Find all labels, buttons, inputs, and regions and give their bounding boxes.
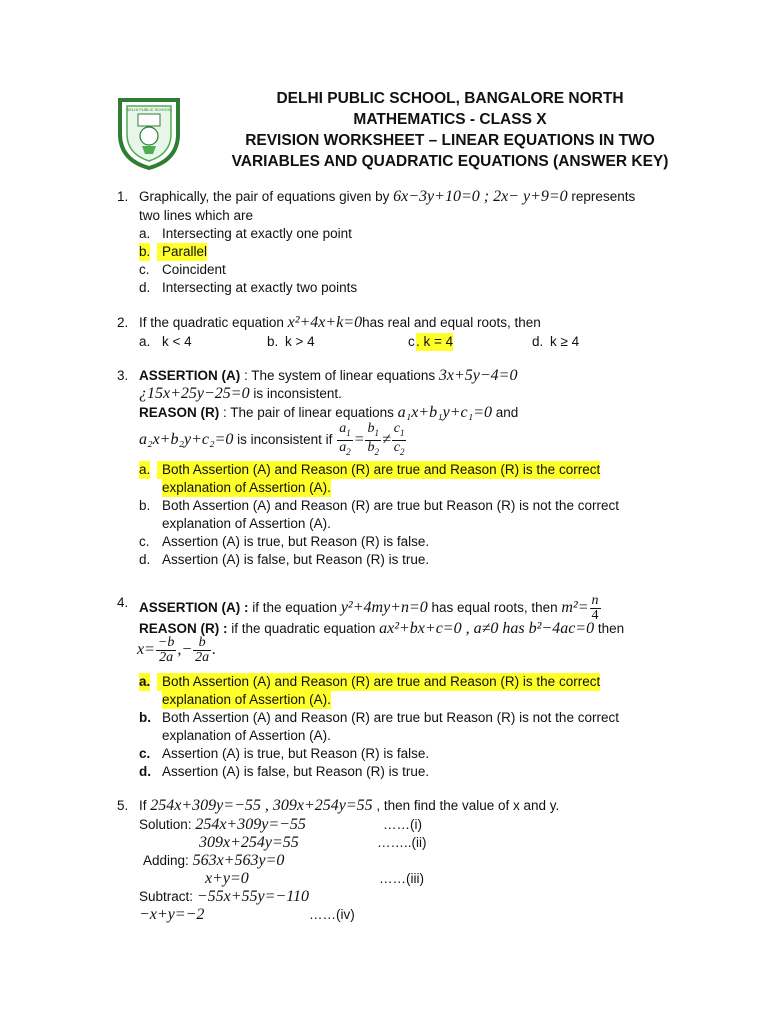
equation-iii: x+y=0 [205, 870, 249, 887]
question-number: 3. [117, 368, 129, 383]
fraction-a1-a2: $\frac{a_1}{a_2}$ [339, 421, 351, 457]
worksheet-title-line2: VARIABLES AND QUADRATIC EQUATIONS (ANSWER KEY) [231, 153, 669, 170]
question-4: 4. ASSERTION (A) : if the equation y²+4my+n=0 has equal roots, then m²= $\frac{n}{4}$ REASON (R) : if the quadratic equation ax²+bx+c=0 , a≠0 has b²−4ac=0 then x= $\frac{-b}{2a}$ ,− $\frac{b}{2a}$ . a. Both Assertion (A) and Reason (R) are true and Reason (R) is the correct explanation of Assertion (A). b. Both Assertion (A) and Reason (R) are true but Reason (R) is not the correct explanation of Assertion (A). c. Assertion (A) is true, but Reason (R) is false. d. Assertion (A) is false, but Reason (R) is true. [117, 593, 625, 779]
question-number: 5. [117, 798, 129, 813]
fraction-c1-c2: $\frac{c_1}{c_2}$ [393, 421, 405, 457]
worksheet-title-line1: REVISION WORKSHEET – LINEAR EQUATIONS IN TWO [245, 132, 655, 149]
fraction-b1-b2: $\frac{b_1}{b_2}$ [367, 421, 379, 457]
worksheet-header [200, 88, 700, 172]
assertion-label: ASSERTION (A) [139, 368, 241, 383]
reason-label: REASON (R) [139, 405, 220, 420]
reason-label: REASON (R) : [139, 621, 228, 636]
fraction-b-2a: $\frac{b}{2a}$ [195, 635, 210, 665]
fraction-n-over-4: $\frac{n}{4}$ [591, 593, 599, 623]
equation-i: 254x+309y=−55 [195, 816, 306, 833]
question-5: 5. If 254x+309y=−55 , 309x+254y=55 , then find the value of x and y. Solution: 254x+309y=−55 ……(i) 309x+254y=55 ……..(ii) Adding: 563x+563y=0 x+y=0 ……(iii) Subtract: −55x+55y=−110 −x+y=−2 ……(iv) [117, 797, 560, 923]
fraction-minus-b-2a: $\frac{-b}{2a}$ [157, 635, 175, 665]
question-number: 2. [117, 315, 129, 330]
subtract-label: Subtract: [139, 889, 194, 904]
question-1: 1. Graphically, the pair of equations given by 6x−3y+10=0 ; 2x− y+9=0 represents two lines which are a. Intersecting at exactly one point b. Parallel c. Coincident d. Intersecting at exactly two points [117, 188, 636, 295]
question-2: 2. If the quadratic equation x²+4x+k=0has real and equal roots, then a. k < 4 b. k > 4 c . k = 4 d. k ≥ 4 [117, 314, 580, 349]
equation-pair: 6x−3y+10=0 ; 2x− y+9=0 [393, 188, 568, 205]
subject-class: MATHEMATICS - CLASS X [353, 111, 547, 128]
school-name: DELHI PUBLIC SCHOOL, BANGALORE NORTH [276, 90, 624, 107]
svg-text:DELHI PUBLIC SCHOOL: DELHI PUBLIC SCHOOL [126, 107, 172, 112]
school-logo [116, 94, 182, 170]
question-number: 1. [117, 189, 129, 204]
assertion-label: ASSERTION (A) : [139, 600, 249, 616]
question-3: 3. ASSERTION (A) : The system of linear equations 3x+5y−4=0 ¿15x+25y−25=0 is inconsistent. REASON (R) : The pair of linear equations a₁x+b₁y+c₁=0 and a₂x+b₂y+c₂=0 is inconsistent if $\frac{a_1}{a_2}$ = $\frac{b_1}{b_2}$ ≠ $\frac{c_1}{c_2}$ a. Both Assertion (A) and Reason (R) are true and Reason (R) is the correct explanation of Assertion (A). b. Both Assertion (A) and Reason (R) are true but Reason (R) is not the correct explanation of Assertion (A). c. Assertion (A) is true, but Reason (R) is false. d. Assertion (A) is false, but Reason (R) is true. [117, 367, 619, 567]
solution-label: Solution: [139, 817, 192, 832]
equation-ii: 309x+254y=55 [199, 834, 299, 851]
adding-label: Adding: [143, 853, 189, 868]
question-number: 4. [117, 595, 129, 610]
equation-iv: −x+y=−2 [139, 906, 205, 923]
